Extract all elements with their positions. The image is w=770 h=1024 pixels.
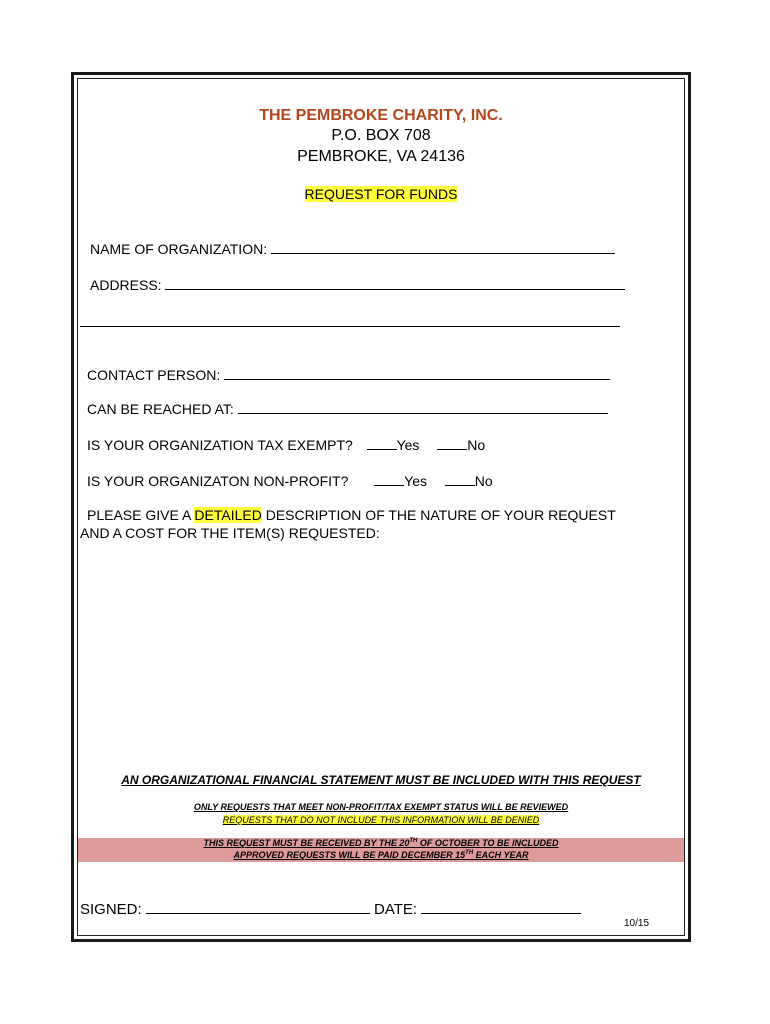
denied-notice <box>78 815 684 825</box>
non-profit-yes-blank[interactable] <box>374 472 404 486</box>
payment-date-notice <box>78 850 684 860</box>
description-suffix: DESCRIPTION OF THE NATURE OF YOUR REQUEST <box>261 507 616 523</box>
tax-exempt-yes-blank[interactable] <box>367 436 397 450</box>
received-post: OF OCTOBER TO BE INCLUDED <box>417 838 559 848</box>
tax-exempt-no-label: No <box>467 437 486 453</box>
denied-notice-text: REQUESTS THAT DO NOT INCLUDE THIS INFORMATION WILL BE DENIED <box>222 815 540 825</box>
name-of-organization-label: NAME OF ORGANIZATION: <box>90 241 268 257</box>
address-field[interactable] <box>165 276 625 290</box>
contact-person-row <box>87 366 610 383</box>
signature-field[interactable] <box>146 900 370 914</box>
po-box: P.O. BOX 708 <box>331 127 431 144</box>
name-of-organization-row <box>90 240 615 257</box>
only-requests-notice: ONLY REQUESTS THAT MEET NON-PROFIT/TAX EXEMPT STATUS WILL BE REVIEWED <box>193 802 569 812</box>
date-label: DATE: <box>374 901 418 918</box>
tax-exempt-row <box>87 436 485 453</box>
address-line-2-field[interactable] <box>80 313 620 327</box>
tax-exempt-yes-label: Yes <box>396 437 420 453</box>
contact-person-field[interactable] <box>224 366 610 380</box>
paid-post: EACH YEAR <box>473 850 529 860</box>
non-profit-label: IS YOUR ORGANIZATON NON-PROFIT? <box>87 473 349 489</box>
form-title <box>78 186 684 202</box>
received-deadline-notice <box>78 838 684 848</box>
reached-at-field[interactable] <box>238 400 608 414</box>
financial-statement-notice: AN ORGANIZATIONAL FINANCIAL STATEMENT MUST BE INCLUDED WITH THIS REQUEST <box>121 773 641 787</box>
signature-row <box>80 900 581 918</box>
description-area[interactable] <box>80 548 680 763</box>
description-highlight: DETAILED <box>194 507 262 523</box>
paid-sup: TH <box>465 850 474 856</box>
received-sup: TH <box>409 838 418 844</box>
non-profit-row <box>87 472 493 489</box>
description-prompt-line-1 <box>87 507 616 523</box>
paid-pre: APPROVED REQUESTS WILL BE PAID DECEMBER 15 <box>233 850 466 860</box>
reached-at-row <box>87 400 608 417</box>
date-field[interactable] <box>421 900 581 914</box>
tax-exempt-label: IS YOUR ORGANIZATION TAX EXEMPT? <box>87 437 353 453</box>
form-version: 10/15 <box>624 918 650 929</box>
non-profit-yes-label: Yes <box>404 473 427 489</box>
tax-exempt-no-blank[interactable] <box>437 436 467 450</box>
organization-name: THE PEMBROKE CHARITY, INC. <box>259 107 503 124</box>
city-state-zip: PEMBROKE, VA 24136 <box>297 148 465 165</box>
description-prompt-line-2: AND A COST FOR THE ITEM(S) REQUESTED: <box>80 525 380 541</box>
reached-at-label: CAN BE REACHED AT: <box>87 401 234 417</box>
form-title-text: REQUEST FOR FUNDS <box>304 186 458 202</box>
address-line-2-row <box>80 313 620 332</box>
non-profit-no-blank[interactable] <box>445 472 475 486</box>
name-of-organization-field[interactable] <box>271 240 615 254</box>
signed-label: SIGNED: <box>80 901 142 918</box>
address-label: ADDRESS: <box>90 277 162 293</box>
non-profit-no-label: No <box>474 473 493 489</box>
description-prefix: PLEASE GIVE A <box>87 507 195 523</box>
address-row <box>90 276 625 293</box>
received-pre: THIS REQUEST MUST BE RECEIVED BY THE 20 <box>203 838 410 848</box>
contact-person-label: CONTACT PERSON: <box>87 367 221 383</box>
